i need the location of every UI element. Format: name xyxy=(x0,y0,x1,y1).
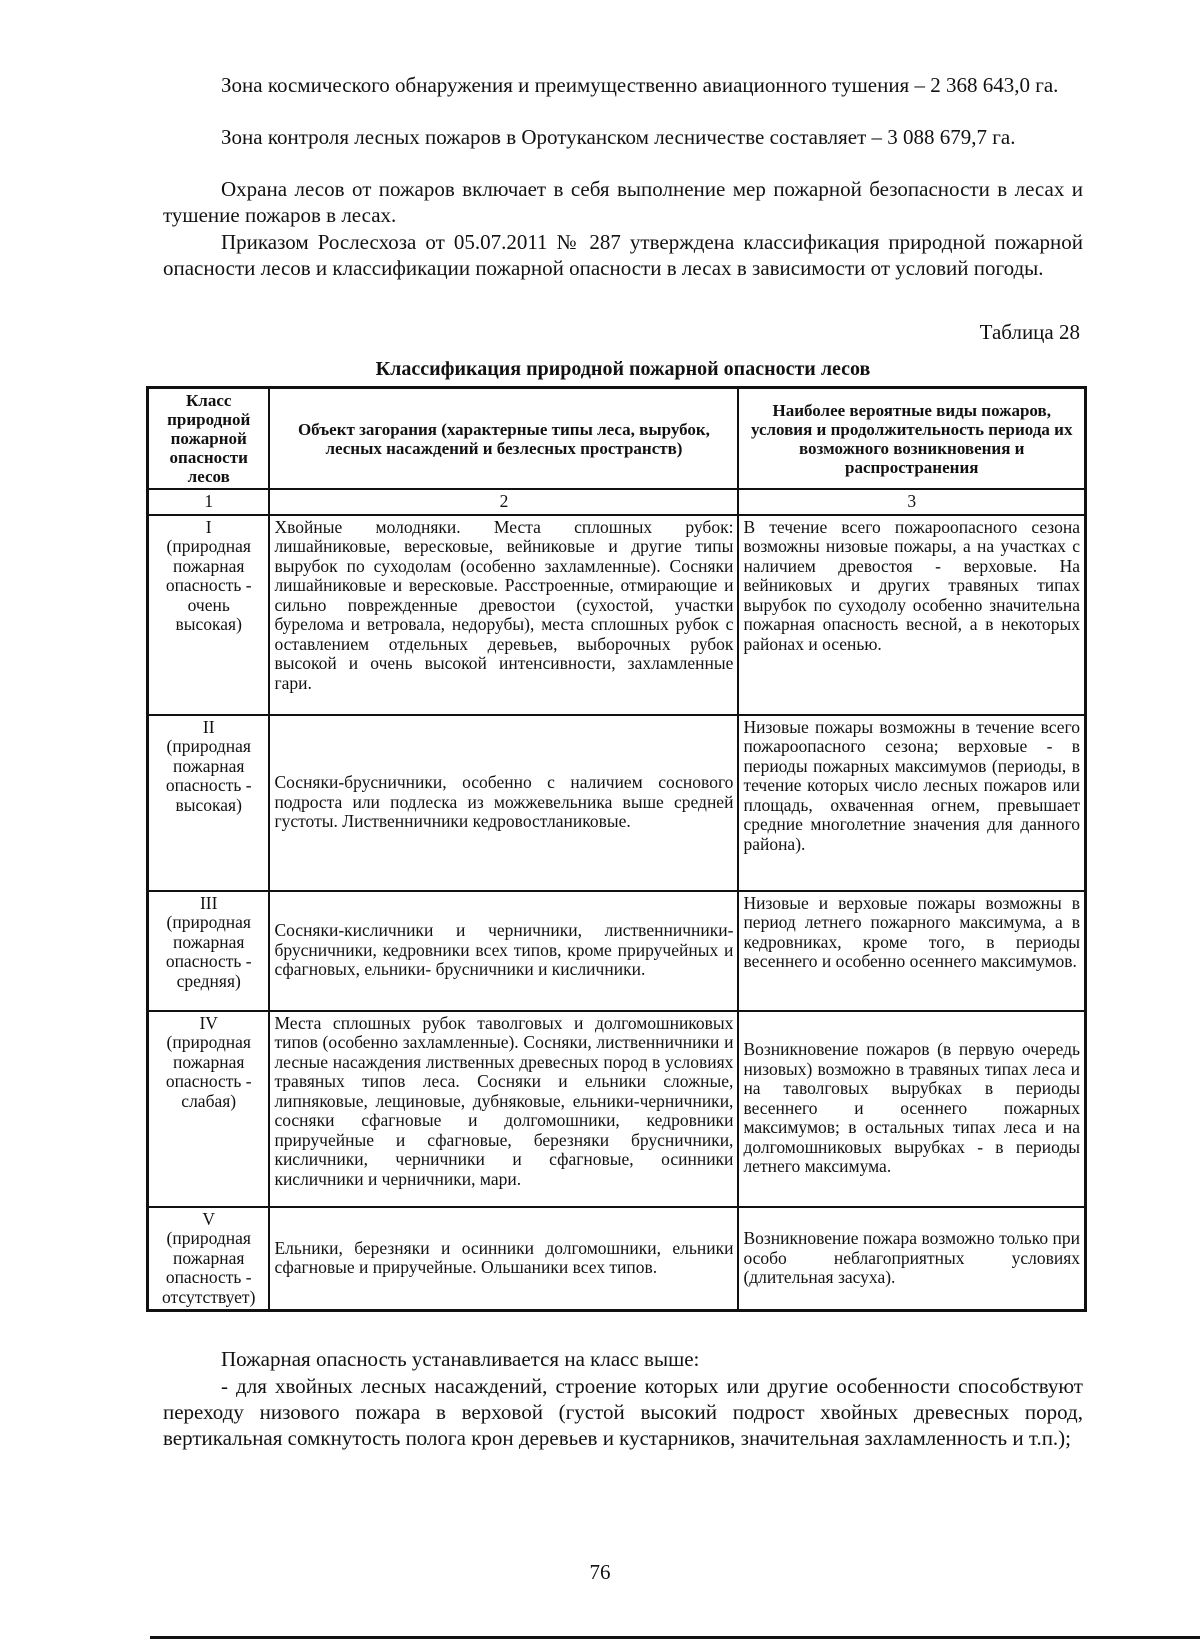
object-cell: Места сплошных рубок таволговых и долгомошниковых типов (особенно захламленные). Сосняки, лиственничники и лесные насаждения лиственных древесных пород в условиях травяных типов леса. Сосняки и ельники сложные, липняковые, лещиновые, дубняковые, ельники-черничники, сосняки сфагновые и долгомошники, кедровники приручейные и сфагновые, березняки брусничники, кисличники, черничники и сфагновые, осинники кисличники и черничники, мари. xyxy=(269,1011,738,1207)
table-row xyxy=(148,515,1086,715)
column-number: 3 xyxy=(738,489,1085,515)
table-row xyxy=(148,1011,1086,1207)
class-description: (природная пожарная опасность - средняя) xyxy=(165,912,252,991)
class-roman: IV xyxy=(199,1012,218,1033)
table-row xyxy=(148,891,1086,1011)
header-object: Объект загорания (характерные типы леса, вырубок, лесных насаждений и безлесных пространств) xyxy=(269,388,738,490)
class-roman: III xyxy=(199,892,218,913)
class-description: (природная пожарная опасность - высокая) xyxy=(165,736,252,815)
class-cell xyxy=(148,1011,270,1207)
fires-cell: Возникновение пожара возможно только при особо неблагоприятных условиях (длительная засуха). xyxy=(738,1207,1085,1311)
class-cell xyxy=(148,891,270,1011)
class-roman: V xyxy=(202,1208,216,1229)
class-description: (природная пожарная опасность - отсутствует) xyxy=(162,1228,256,1307)
class-description: (природная пожарная опасность - слабая) xyxy=(165,1032,252,1111)
column-number-row xyxy=(148,489,1086,515)
fires-cell: Низовые и верховые пожары возможны в период летнего пожарного максимума, а в кедровниках, кроме того, в периоды весеннего и особенно осеннего максимумов. xyxy=(738,891,1085,1011)
header-fires: Наиболее вероятные виды пожаров, условия и продолжительность периода их возможного возникновения и распространения xyxy=(738,388,1085,490)
object-cell: Ельники, березняки и осинники долгомошники, ельники сфагновые и приручейные. Ольшаники всех типов. xyxy=(269,1207,738,1311)
table-row xyxy=(148,715,1086,891)
table-title: Классификация природной пожарной опасности лесов xyxy=(375,358,871,380)
page-number: 76 xyxy=(589,1560,611,1584)
object-cell: Сосняки-брусничники, особенно с наличием соснового подроста или подлеска из можжевельника выше средней густоты. Лиственничники кедровостланиковые. xyxy=(269,715,738,891)
paragraph-order: Приказом Рослесхоза от 05.07.2011 № 287 утверждена классификация природной пожарной опасности лесов и классификации пожарной опасности в лесах в зависимости от условий погоды. xyxy=(163,230,1083,280)
class-roman: II xyxy=(202,716,215,737)
class-cell xyxy=(148,1207,270,1311)
table-label: Таблица 28 xyxy=(979,320,1080,344)
paragraph-control-zone: Зона контроля лесных пожаров в Оротуканском лесничестве составляет – 3 088 679,7 га. xyxy=(221,125,1016,149)
column-number: 2 xyxy=(269,489,738,515)
header-class: Класс природной пожарной опасности лесов xyxy=(148,388,270,490)
class-roman: I xyxy=(205,516,212,537)
fires-cell: Возникновение пожаров (в первую очередь низовых) возможно в травяных типах леса и на таволговых вырубках в периоды весеннего и осеннего пожарных максимумов; в остальных типах леса и на долгомошниковых вырубках - в периоды летнего максимума. xyxy=(738,1011,1085,1207)
class-description: (природная пожарная опасность - очень высокая) xyxy=(165,536,252,634)
class-cell xyxy=(148,515,270,715)
bottom-rule xyxy=(150,1636,1200,1639)
object-cell: Сосняки-кисличники и черничники, лиственничники-брусничники, кедровники всех типов, кроме приручейных и сфагновых, ельники- брусничники и кисличники. xyxy=(269,891,738,1011)
column-number: 1 xyxy=(148,489,270,515)
table-row xyxy=(148,1207,1086,1311)
paragraph-coniferous: - для хвойных лесных насаждений, строение которых или другие особенности способствуют переходу низового пожара в верховой (густой высокий подрост хвойных древесных пород, вертикальная сомкнутость полога крон деревьев и кустарников, значительная захламленность и т.п.); xyxy=(163,1374,1083,1450)
fire-danger-classification-table xyxy=(146,386,1087,1312)
class-cell xyxy=(148,715,270,891)
fires-cell: В течение всего пожароопасного сезона возможны низовые пожары, а на участках с наличием древостоя - верховые. На вейниковых и других травяных типах вырубок по суходолу особенно значительна пожарная опасность весной, а в некоторых районах и осенью. xyxy=(738,515,1085,715)
table-header-row xyxy=(148,388,1086,490)
paragraph-class-higher: Пожарная опасность устанавливается на класс выше: xyxy=(221,1347,700,1371)
object-cell: Хвойные молодняки. Места сплошных рубок: лишайниковые, вересковые, вейниковые и другие типы вырубок по суходолам (особенно захламленные). Сосняки лишайниковые и вересковые. Расстроенные, отмирающие и сильно поврежденные древостои (сухостой, участки бурелома и ветровала, недорубы), места сплошных рубок с оставлением отдельных деревьев, выборочных рубок высокой и очень высокой интенсивности, захламленные гари. xyxy=(269,515,738,715)
fires-cell: Низовые пожары возможны в течение всего пожароопасного сезона; верховые - в периоды пожарных максимумов (периоды, в течение которых число лесных пожаров или площадь, охваченная огнем, превышает средние многолетние значения для данного района). xyxy=(738,715,1085,891)
paragraph-forest-protection: Охрана лесов от пожаров включает в себя выполнение мер пожарной безопасности в лесах и тушение пожаров в лесах. xyxy=(163,177,1083,227)
paragraph-detection-zone: Зона космического обнаружения и преимущественно авиационного тушения – 2 368 643,0 га. xyxy=(221,73,1059,97)
